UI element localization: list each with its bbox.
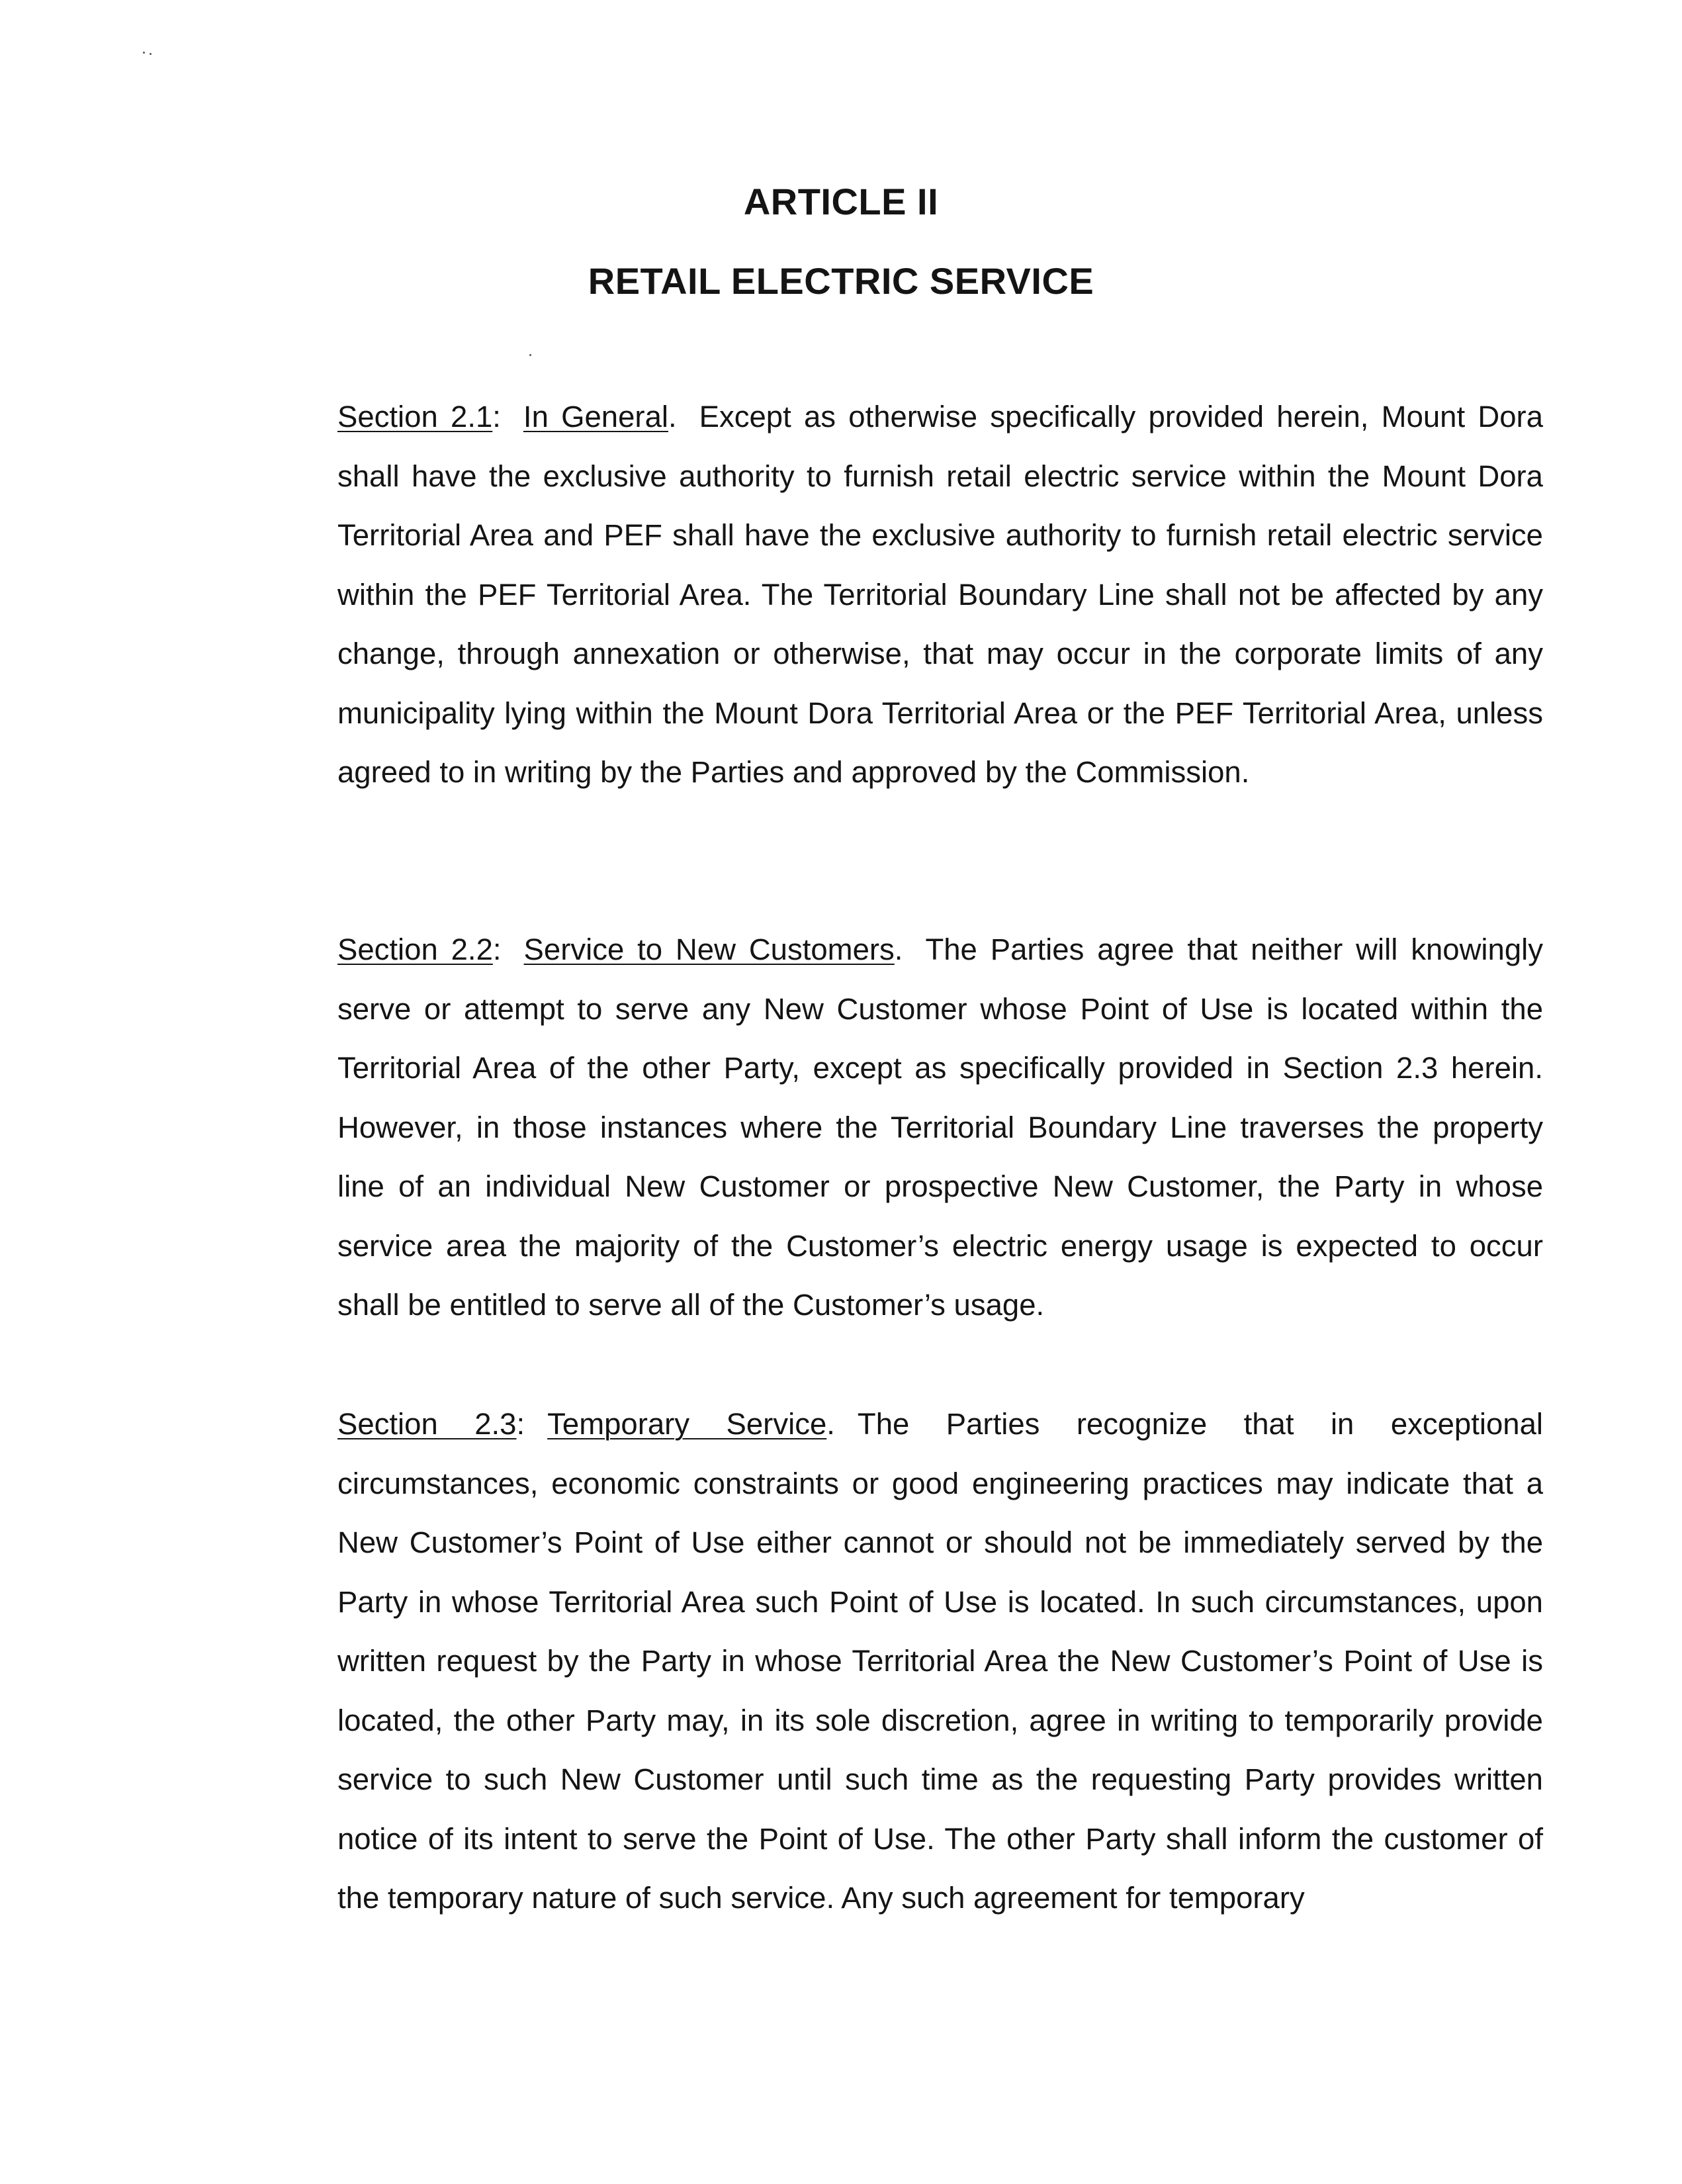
article-number: ARTICLE II [743,181,939,222]
section-2-2: Section 2.2: Service to New Customers. The Parties agree that neither will knowingly serve or attempt to serve any New Customer whose Point of Use is located within the Territorial Area of the other Party, except as specifically provided in Section 2.3 herein. However, in those instances where the Territorial Boundary Line traverses the property line of an individual New Customer or prospective New Customer, the Party in whose service area the majority of the Customer’s electric energy usage is expected to occur shall be entitled to serve all of the Customer’s usage. [337,933,1544,1322]
scan-speck [150,53,152,55]
scan-speck [143,52,145,54]
scan-speck [529,354,531,356]
section-number: Section 2.3 [337,1407,517,1441]
section-number: Section 2.2 [337,933,493,966]
section-heading: Service to New Customers [523,933,895,966]
section-body: The Parties agree that neither will knowingly serve or attempt to serve any New Customer whose Point of Use is located within the Territorial Area of the other Party, except as specifically provided in Section 2.3 herein. However, in those instances where the Territorial Boundary Line traverses the property line of an individual New Customer or prospective New Customer, the Party in whose service area the majority of the Customer’s electric energy usage is expected to occur shall be entitled to serve all of the Customer’s usage. [337,933,1544,1322]
section-number: Section 2.1 [337,400,493,433]
section-2-3: Section 2.3: Temporary Service. The Parties recognize that in exceptional circumstances, economic constraints or good engineering practices may indicate that a New Customer’s Point of Use either cannot or should not be immediately served by the Party in whose Territorial Area such Point of Use is located. In such circumstances, upon written request by the Party in whose Territorial Area the New Customer’s Point of Use is located, the other Party may, in its sole discretion, agree in writing to temporarily provide service to such New Customer until such time as the requesting Party provides written notice of its intent to serve the Point of Use. The other Party shall inform the customer of the temporary nature of such service. Any such agreement for temporary [337,1407,1544,1915]
section-heading: Temporary Service [547,1407,827,1441]
section-body: The Parties recognize that in exceptional circumstances, economic constraints or good engineering practices may indicate that a New Customer’s Point of Use either cannot or should not be immediately served by the Party in whose Territorial Area such Point of Use is located. In such circumstances, upon written request by the Party in whose Territorial Area the New Customer’s Point of Use is located, the other Party may, in its sole discretion, agree in writing to temporarily provide service to such New Customer until such time as the requesting Party provides written notice of its intent to serve the Point of Use. The other Party shall inform the customer of the temporary nature of such service. Any such agreement for temporary [337,1407,1544,1915]
section-2-1: Section 2.1: In General. Except as otherwise specifically provided herein, Mount Dora shall have the exclusive authority to furnish retail electric service within the Mount Dora Territorial Area and PEF shall have the exclusive authority to furnish retail electric service within the PEF Territorial Area. The Territorial Boundary Line shall not be affected by any change, through annexation or otherwise, that may occur in the corporate limits of any municipality lying within the Mount Dora Territorial Area or the PEF Territorial Area, unless agreed to in writing by the Parties and approved by the Commission. [337,400,1543,789]
article-title: RETAIL ELECTRIC SERVICE [588,260,1094,302]
section-body: Except as otherwise specifically provided herein, Mount Dora shall have the exclusive authority to furnish retail electric service within the Mount Dora Territorial Area and PEF shall have the exclusive authority to furnish retail electric service within the PEF Territorial Area. The Territorial Boundary Line shall not be affected by any change, through annexation or otherwise, that may occur in the corporate limits of any municipality lying within the Mount Dora Territorial Area or the PEF Territorial Area, unless agreed to in writing by the Parties and approved by the Commission. [337,400,1543,789]
section-heading: In General [523,400,668,433]
